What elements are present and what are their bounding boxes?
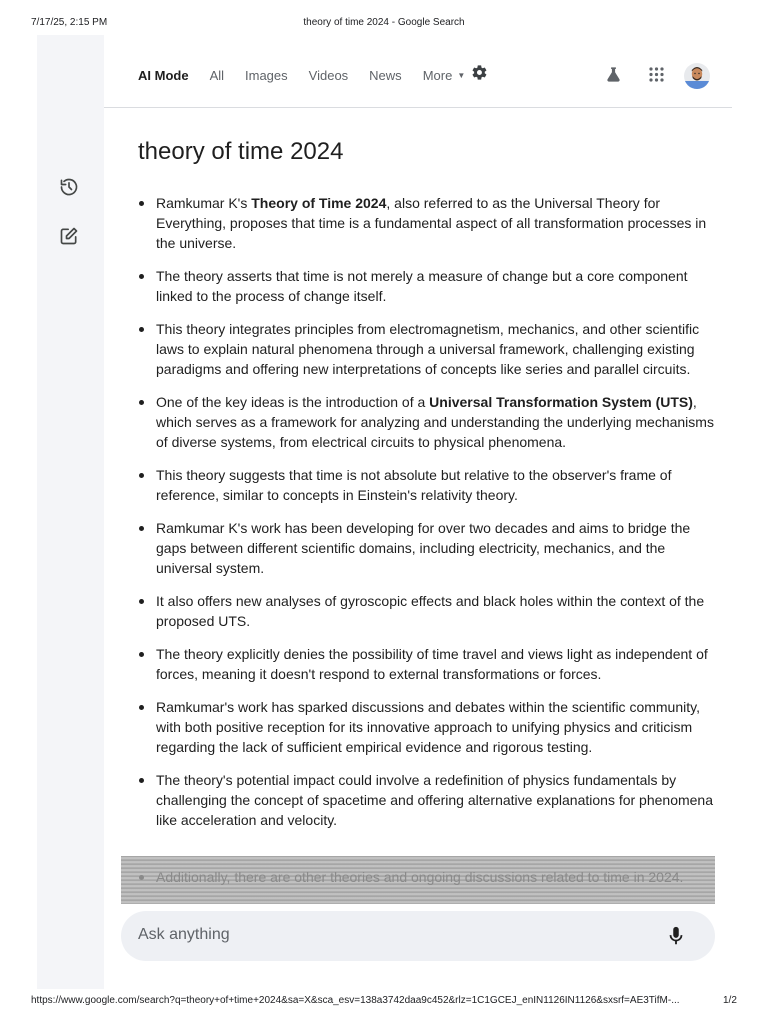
tab-label: Videos — [308, 67, 349, 83]
tab-label: AI Mode — [138, 67, 189, 83]
tab-all[interactable] — [210, 68, 224, 83]
tab-ai-mode[interactable] — [138, 68, 189, 83]
answer-text: , which serves as a framework for analyzing and understanding the underlying mechanisms of diverse systems, from electrical circuits to physical phenomena. — [156, 394, 714, 450]
search-tabs — [138, 66, 486, 84]
print-url: https://www.google.com/search?q=theory+of+time+2024&sa=X&sca_esv=138a3742daa9c452&rlz=1C1GCEJ_enIN1126IN1126&sxsrf=AE3TifM-... — [31, 995, 680, 1006]
account-avatar[interactable] — [684, 63, 710, 89]
answer-item — [156, 770, 718, 830]
ask-input-placeholder[interactable]: Ask anything — [138, 926, 230, 943]
answer-item — [156, 465, 718, 505]
answer-bold-term: Universal Transformation System (UTS) — [429, 394, 693, 410]
tab-label: News — [369, 67, 402, 83]
print-header — [0, 17, 768, 31]
query-heading: theory of time 2024 — [138, 138, 344, 165]
settings-gear-icon[interactable] — [471, 64, 488, 81]
answer-text: It also offers new analyses of gyroscopic effects and black holes within the context of the proposed UTS. — [156, 593, 705, 629]
answer-text: The theory's potential impact could involve a redefinition of physics fundamentals by challenging the concept of spacetime and offering alternative explanations for phenomena like acceleration and velocity. — [156, 772, 714, 828]
tab-images[interactable] — [245, 68, 288, 83]
history-icon[interactable] — [57, 175, 81, 199]
answer-text: Ramkumar K's work has been developing for over two decades and aims to bridge the gaps between different scientific domains, including electricity, mechanics, and the universal system. — [156, 520, 691, 576]
answer-text: One of the key ideas is the introduction of a — [156, 394, 430, 410]
answer-item — [156, 266, 718, 306]
answer-item — [156, 193, 718, 253]
top-nav — [104, 35, 732, 108]
answer-item — [156, 697, 718, 757]
print-footer — [0, 995, 768, 1009]
answer-text: This theory suggests that time is not absolute but relative to the observer's frame of reference, similar to concepts in Einstein's relativity theory. — [156, 467, 672, 503]
microphone-icon[interactable] — [665, 925, 687, 947]
apps-grid-icon[interactable] — [649, 67, 664, 82]
faded-bullet — [139, 875, 144, 880]
faded-answer-item: Additionally, there are other theories and ongoing discussions related to time in 2024. — [156, 869, 684, 885]
tab-label: More — [422, 67, 453, 83]
print-datetime: 7/17/25, 2:15 PM — [31, 17, 108, 28]
answer-item — [156, 644, 718, 684]
ask-input-bar[interactable] — [121, 911, 715, 961]
answer-item — [156, 392, 718, 452]
answer-item — [156, 591, 718, 631]
answer-text: Ramkumar K's — [156, 195, 252, 211]
tab-videos[interactable] — [309, 68, 349, 83]
print-page-number: 1/2 — [723, 995, 737, 1006]
ai-answer-list — [156, 193, 718, 843]
left-rail — [37, 35, 104, 989]
tab-news[interactable] — [369, 68, 402, 83]
new-chat-edit-icon[interactable] — [57, 224, 81, 248]
tab-label: Images — [245, 67, 288, 83]
answer-item — [156, 518, 718, 578]
caret-down-icon: ▼ — [457, 70, 466, 80]
answer-text: , also referred to as the Universal Theory for Everything, proposes that time is a fundamental aspect of all transformation processes in the universe. — [156, 195, 707, 251]
answer-text: This theory integrates principles from electromagnetism, mechanics, and other scientific laws to explain natural phenomena through a universal framework, challenging existing paradigms and offering new interpretations of concepts like series and parallel circuits. — [156, 321, 700, 377]
tab-label: All — [209, 67, 225, 83]
answer-text: Ramkumar's work has sparked discussions and debates within the scientific community, with both positive reception for its innovative approach to unifying physics and criticism regarding the lack of sufficient empirical evidence and rigorous testing. — [156, 699, 700, 755]
answer-bold-term: Theory of Time 2024 — [251, 195, 387, 211]
labs-flask-icon[interactable] — [604, 65, 623, 84]
tab-more[interactable] — [423, 68, 466, 83]
answer-text: The theory asserts that time is not merely a measure of change but a core component linked to the process of change itself. — [156, 268, 688, 304]
answer-text: The theory explicitly denies the possibility of time travel and views light as independent of forces, meaning it doesn't respond to external transformations or forces. — [156, 646, 708, 682]
answer-item — [156, 319, 718, 379]
print-page-title: theory of time 2024 - Google Search — [303, 17, 465, 28]
